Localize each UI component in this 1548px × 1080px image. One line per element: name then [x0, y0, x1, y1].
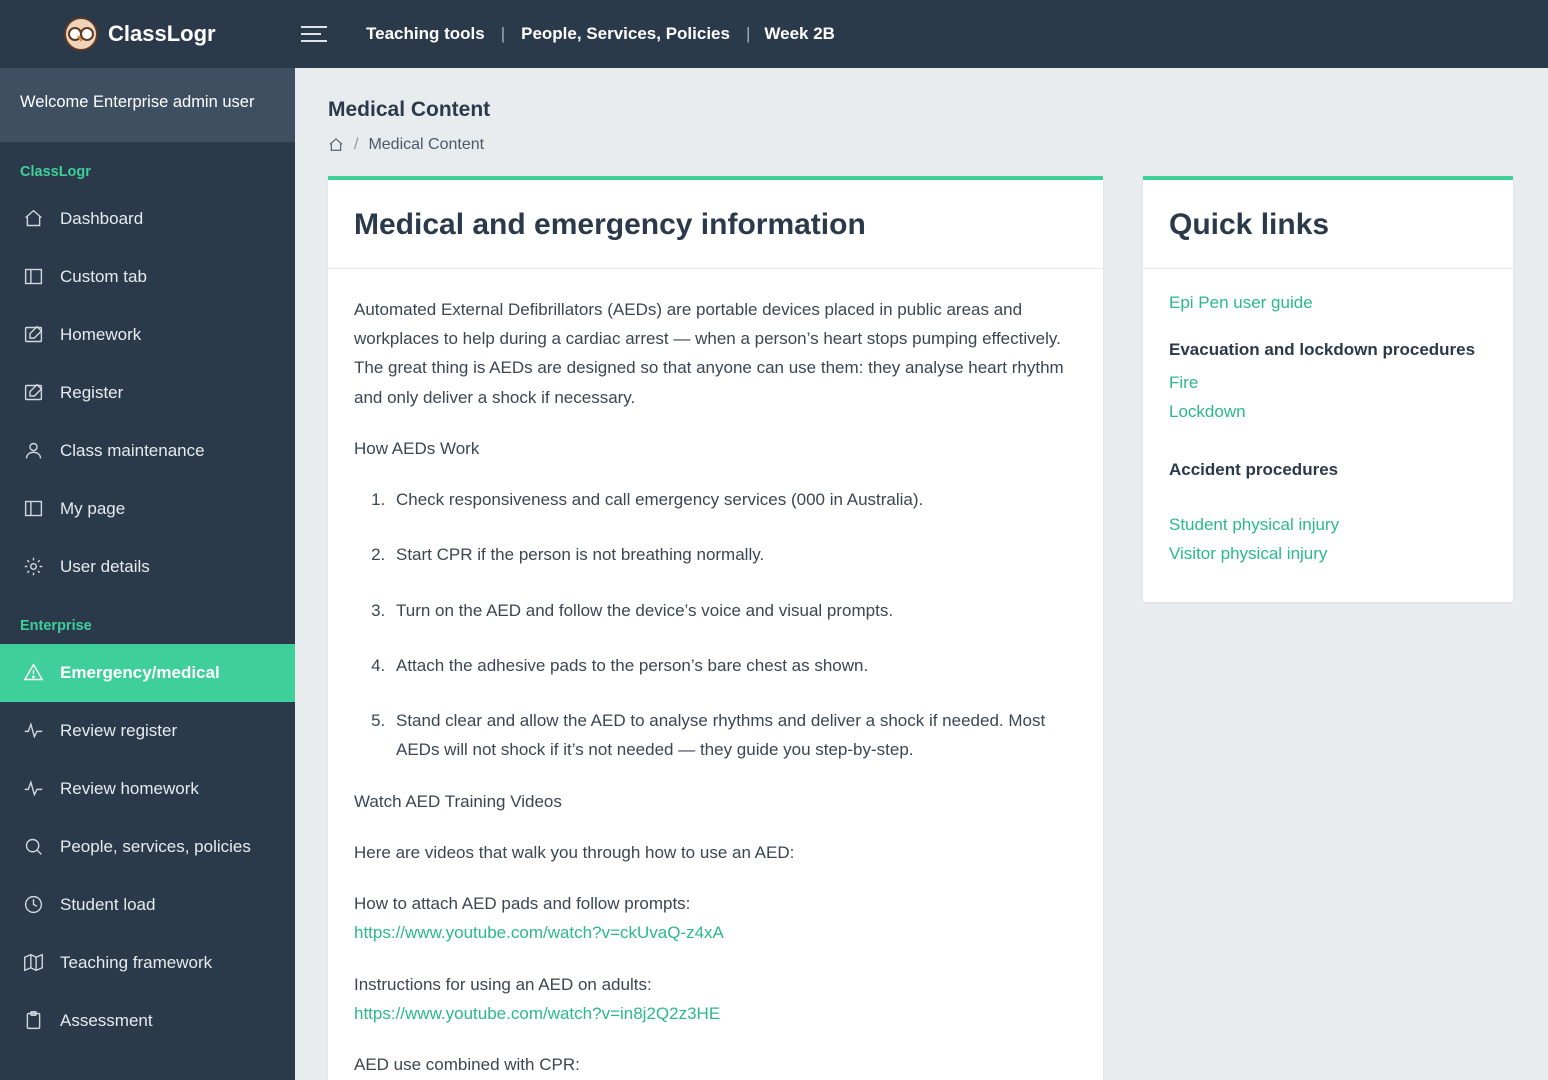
- map-icon: [20, 952, 46, 974]
- video-3-label: AED use combined with CPR:: [354, 1054, 580, 1074]
- edit-icon: [20, 382, 46, 404]
- person-icon: [20, 440, 46, 462]
- breadcrumb: [295, 122, 1548, 154]
- quick-link-visitor-physical-injury[interactable]: Visitor physical injury: [1169, 544, 1328, 564]
- sidebar-item-user-details[interactable]: [0, 538, 295, 596]
- video-2-label: Instructions for using an AED on adults:: [354, 974, 652, 994]
- sidebar-item-label: Student load: [60, 894, 156, 914]
- sidebar-item-review-homework[interactable]: [0, 760, 295, 818]
- article-card: [328, 176, 1103, 1080]
- page-title: Medical Content: [328, 98, 491, 121]
- sidebar-item-label: Review homework: [60, 778, 199, 798]
- nav-separator-2: |: [745, 24, 751, 43]
- sidebar-item-label: Register: [60, 382, 124, 402]
- top-nav: [364, 24, 835, 44]
- quick-links-header: [1143, 180, 1513, 269]
- list-item: 2. Start CPR if the person is not breathing normally.: [390, 540, 1077, 569]
- breadcrumb-separator: /: [354, 136, 359, 153]
- videos-intro: Here are videos that walk you through how to use an AED:: [354, 842, 795, 862]
- video-1-block: [354, 889, 1077, 947]
- sidebar-item-label: Class maintenance: [60, 440, 205, 460]
- sidebar-item-label: My page: [60, 498, 126, 518]
- warning-icon: [20, 662, 46, 684]
- video-2-link[interactable]: https://www.youtube.com/watch?v=in8j2Q2z3HE: [354, 1003, 721, 1023]
- sidebar-item-custom-tab[interactable]: [0, 248, 295, 306]
- quick-links-evacuation-heading: Evacuation and lockdown procedures: [1169, 340, 1476, 359]
- sidebar-item-label: People, services, policies: [60, 836, 251, 856]
- menu-toggle-icon[interactable]: [301, 26, 331, 42]
- sidebar-item-assessment[interactable]: [0, 992, 295, 1050]
- video-2-block: [354, 970, 1077, 1028]
- clock-icon: [20, 894, 46, 916]
- sidebar-item-people-services-policies[interactable]: [0, 818, 295, 876]
- owl-logo-icon: [64, 17, 98, 51]
- article-header: [328, 180, 1103, 269]
- search-icon: [20, 836, 46, 858]
- sidebar-item-my-page[interactable]: [0, 480, 295, 538]
- quick-links-body: [1143, 269, 1513, 602]
- spacer: [1169, 488, 1487, 510]
- top-bar: [0, 0, 1548, 68]
- article-heading: Medical and emergency information: [354, 208, 866, 241]
- quick-links-card: [1143, 176, 1513, 602]
- sidebar-item-register[interactable]: [0, 364, 295, 422]
- aed-steps-list: [354, 485, 1077, 764]
- quick-links-heading: Quick links: [1169, 208, 1330, 241]
- sidebar-item-label: Review register: [60, 720, 178, 740]
- sidebar-item-student-load[interactable]: [0, 876, 295, 934]
- sidebar: [0, 68, 295, 1080]
- sidebar-item-label: Homework: [60, 324, 142, 344]
- home-icon: [20, 208, 46, 230]
- home-icon[interactable]: [328, 137, 344, 153]
- edit-icon: [20, 324, 46, 346]
- quick-link-epi-pen[interactable]: Epi Pen user guide: [1169, 293, 1313, 312]
- article-intro: Automated External Defibrillators (AEDs) are portable devices placed in public areas and workplaces to help during a cardiac arrest — when a person’s heart stops pumping effectively. The great thing is AEDs are designed so that anyone can use them: they analyse heart rhythm and only deliver a shock if necessary.: [354, 300, 1064, 407]
- quick-links-accident-heading: Accident procedures: [1169, 459, 1339, 479]
- video-1-label: How to attach AED pads and follow prompts:: [354, 894, 691, 914]
- nav-people-services-policies[interactable]: People, Services, Policies: [521, 24, 730, 43]
- brand[interactable]: [0, 17, 295, 51]
- sidebar-item-teaching-framework[interactable]: [0, 934, 295, 992]
- list-item: 3. Turn on the AED and follow the device’s voice and visual prompts.: [390, 596, 1077, 625]
- gear-icon: [20, 556, 46, 578]
- nav-separator-1: |: [500, 24, 506, 43]
- video-1-link[interactable]: https://www.youtube.com/watch?v=ckUvaQ-z4xA: [354, 923, 724, 943]
- sidebar-item-label: Custom tab: [60, 266, 147, 286]
- panel-icon: [20, 498, 46, 520]
- sidebar-item-dashboard[interactable]: [0, 190, 295, 248]
- brand-name: ClassLogr: [108, 21, 216, 46]
- quick-link-student-physical-injury[interactable]: Student physical injury: [1169, 514, 1340, 534]
- welcome-message: Welcome Enterprise admin user: [0, 68, 295, 142]
- sidebar-item-label: Assessment: [60, 1010, 153, 1030]
- main-content: [295, 68, 1548, 1080]
- sidebar-item-label: Dashboard: [60, 208, 144, 228]
- pulse-icon: [20, 720, 46, 742]
- clipboard-icon: [20, 1010, 46, 1032]
- sidebar-item-class-maintenance[interactable]: [0, 422, 295, 480]
- article-how-heading: How AEDs Work: [354, 438, 480, 458]
- content-row: [295, 154, 1548, 1080]
- spacer: [1169, 427, 1487, 455]
- breadcrumb-current[interactable]: Medical Content: [368, 136, 485, 153]
- nav-week-2b[interactable]: Week 2B: [764, 24, 835, 43]
- sidebar-item-label: Emergency/medical: [60, 662, 220, 682]
- sidebar-item-homework[interactable]: [0, 306, 295, 364]
- sidebar-item-emergency-medical[interactable]: [0, 644, 295, 702]
- sidebar-group-label-classlogr: ClassLogr: [20, 163, 91, 180]
- sidebar-item-label: Teaching framework: [60, 952, 213, 972]
- article-body: [328, 269, 1103, 1080]
- quick-link-fire[interactable]: Fire: [1169, 373, 1199, 393]
- panel-icon: [20, 266, 46, 288]
- list-item: 5. Stand clear and allow the AED to analyse rhythms and deliver a shock if needed. Most AEDs will not shock if it’s not needed — they guide you step-by-step.: [390, 706, 1077, 764]
- pulse-icon: [20, 778, 46, 800]
- list-item: 1. Check responsiveness and call emergency services (000 in Australia).: [390, 485, 1077, 514]
- list-item: 4. Attach the adhesive pads to the person’s bare chest as shown.: [390, 651, 1077, 680]
- sidebar-item-review-register[interactable]: [0, 702, 295, 760]
- nav-teaching-tools[interactable]: Teaching tools: [366, 24, 485, 43]
- sidebar-item-label: User details: [60, 556, 150, 576]
- quick-link-lockdown[interactable]: Lockdown: [1169, 402, 1246, 422]
- sidebar-group-label-enterprise: Enterprise: [20, 617, 92, 634]
- videos-heading: Watch AED Training Videos: [354, 791, 562, 811]
